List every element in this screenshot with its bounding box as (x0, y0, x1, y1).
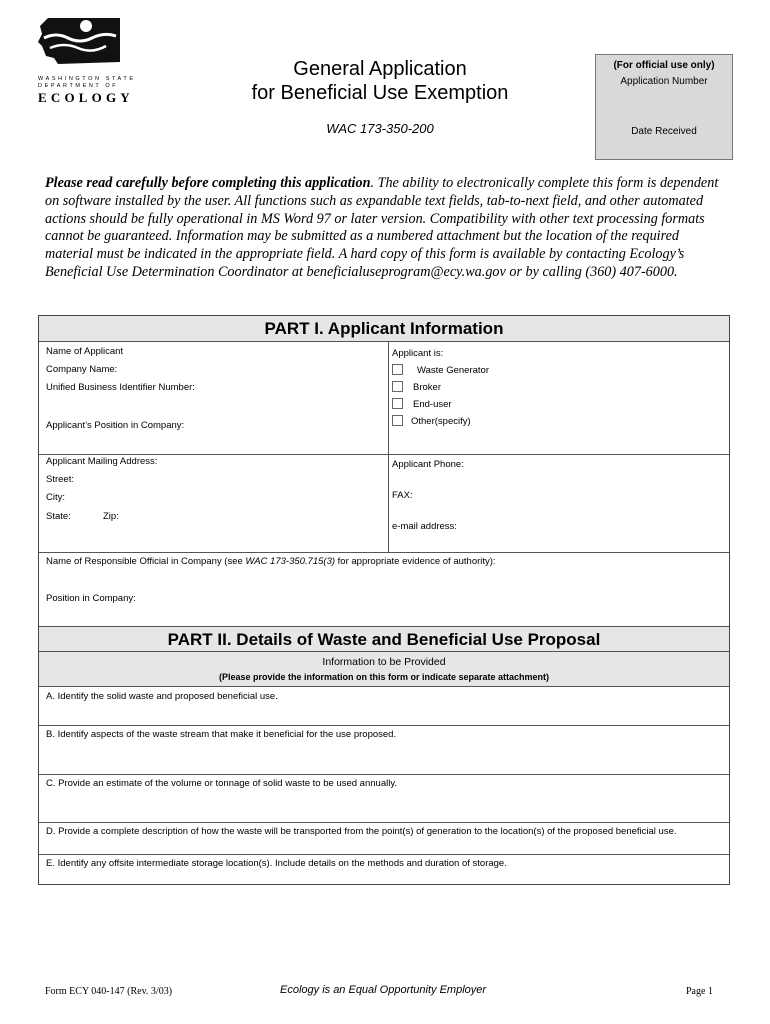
application-form (38, 315, 730, 885)
page-number: Page 1 (686, 986, 713, 997)
city-label: City: (46, 492, 65, 503)
application-number-label: Application Number (620, 76, 708, 87)
applicant-phone-label: Applicant Phone: (392, 459, 464, 470)
item-c: C. Provide an estimate of the volume or tonnage of solid waste to be used annually. (46, 778, 398, 789)
applicant-position-label: Applicant’s Position in Company: (46, 420, 185, 431)
logo-line-1: WASHINGTON STATE (38, 76, 136, 82)
part1-heading: PART I. Applicant Information (39, 316, 729, 342)
email-address-label: e-mail address: (392, 521, 457, 532)
broker-label: Broker (413, 382, 441, 393)
instructions-body: . The ability to electronically complete this form is dependent on software installed by the user. All functions such as expandable text fields, tab-to-next field, and other automated actions should be fully operational in MS Word 97 or later version. Compatibility with other text processing formats cannot be guaranteed. Information may be submitted as a numbered attachment but the location of the required material must be indicated in the appropriate field. A hard copy of this form is available by contacting Ecology’s Beneficial Use Determination Coordinator at beneficialuseprogram@ecy.wa.gov or by calling (360) 407-6000. (45, 175, 719, 280)
responsible-official-suffix: for appropriate evidence of authority): (335, 556, 496, 567)
instructions-lead: Please read carefully before completing this application (45, 175, 371, 191)
mailing-address-label: Applicant Mailing Address: (46, 456, 158, 467)
state-label: State: (46, 511, 71, 522)
wac-reference: WAC 173-350-200 (326, 121, 434, 136)
part2-heading: PART II. Details of Waste and Beneficial Use Proposal (39, 627, 729, 652)
waste-generator-checkbox[interactable] (392, 364, 403, 375)
official-use-heading: (For official use only) (613, 60, 715, 71)
applicant-is-label: Applicant is: (392, 348, 444, 359)
end-user-checkbox[interactable] (392, 398, 403, 409)
info-to-provide: Information to be Provided (322, 656, 446, 668)
company-name-label: Company Name: (46, 364, 118, 375)
info-instructions: (Please provide the information on this form or indicate separate attachment) (218, 672, 550, 682)
ubi-label: Unified Business Identifier Number: (46, 382, 195, 393)
equal-opportunity-statement: Ecology is an Equal Opportunity Employer (280, 984, 487, 996)
other-checkbox[interactable] (392, 415, 403, 426)
washington-state-map-icon (36, 16, 122, 68)
item-d: D. Provide a complete description of how the waste will be transported from the point(s) of generation to the location(s) of the proposed beneficial use. (46, 826, 677, 837)
end-user-label: End-user (413, 399, 452, 410)
responsible-official-label (46, 556, 496, 567)
logo-line-2: DEPARTMENT OF (38, 83, 119, 89)
responsible-official-prefix: Name of Responsible Official in Company (see (46, 556, 246, 567)
other-specify-label: Other(specify) (411, 416, 471, 427)
part2-subheading (39, 652, 729, 687)
logo-line-3: ECOLOGY (38, 90, 134, 105)
waste-generator-label: Waste Generator (417, 365, 489, 376)
official-use-box (595, 54, 733, 160)
form-number: Form ECY 040-147 (Rev. 3/03) (45, 986, 173, 997)
item-e: E. Identify any offsite intermediate storage location(s). Include details on the methods and duration of storage. (46, 858, 507, 869)
instructions-paragraph (45, 175, 730, 282)
zip-label: Zip: (103, 511, 119, 522)
applicant-name-label: Name of Applicant (46, 346, 124, 357)
ecology-logo (36, 16, 136, 106)
official-position-label: Position in Company: (46, 593, 136, 604)
item-b: B. Identify aspects of the waste stream that make it beneficial for the use proposed. (46, 729, 397, 740)
responsible-official-wac: WAC 173-350.715(3) (245, 556, 336, 567)
broker-checkbox[interactable] (392, 381, 403, 392)
form-title-line-2: for Beneficial Use Exemption (251, 82, 509, 104)
date-received-label: Date Received (631, 126, 697, 137)
form-title-line-1: General Application (293, 58, 467, 80)
fax-label: FAX: (392, 490, 413, 501)
street-label: Street: (46, 474, 74, 485)
item-a: A. Identify the solid waste and proposed beneficial use. (46, 691, 278, 702)
